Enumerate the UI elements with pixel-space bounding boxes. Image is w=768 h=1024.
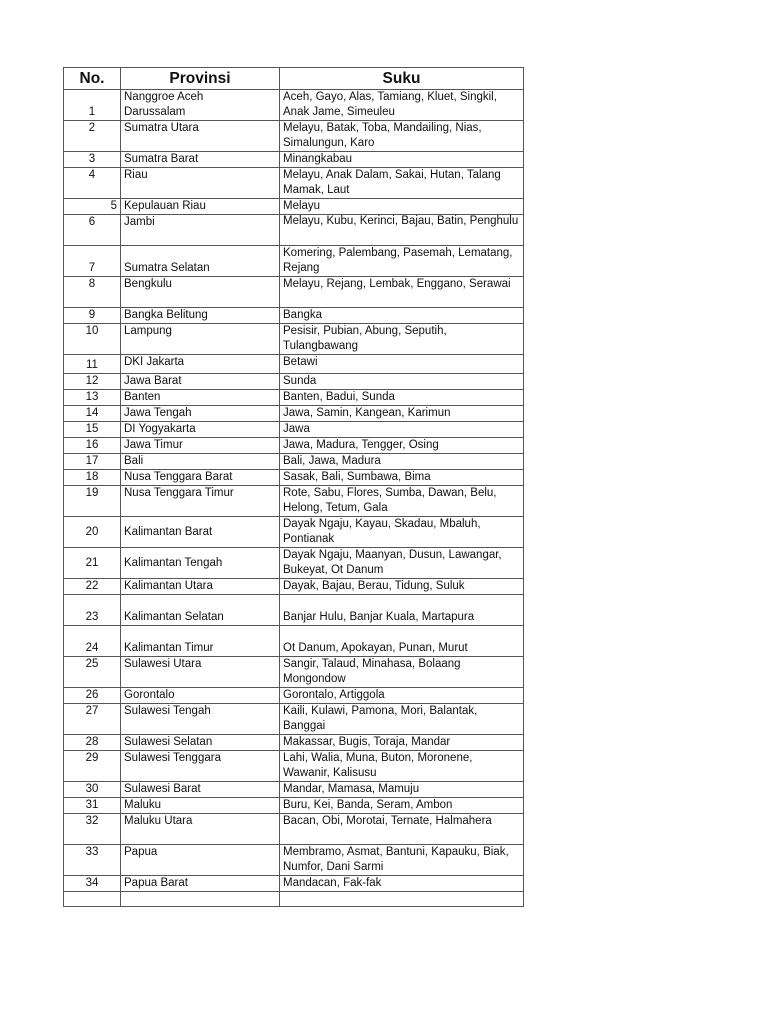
cell-no: 7 bbox=[64, 246, 121, 277]
cell-no: 15 bbox=[64, 422, 121, 438]
table-row bbox=[64, 751, 524, 782]
cell-provinsi: Banten bbox=[121, 390, 280, 406]
cell-provinsi: Jawa Tengah bbox=[121, 406, 280, 422]
table-row bbox=[64, 782, 524, 798]
cell-provinsi: Kalimantan Timur bbox=[121, 626, 280, 657]
cell-provinsi: Sumatra Selatan bbox=[121, 246, 280, 277]
cell-suku: Mandacan, Fak-fak bbox=[280, 876, 524, 892]
cell-provinsi: Lampung bbox=[121, 324, 280, 355]
table-row bbox=[64, 121, 524, 152]
cell-suku: Dayak Ngaju, Kayau, Skadau, Mbaluh, Pontianak bbox=[280, 517, 524, 548]
cell-no: 23 bbox=[64, 595, 121, 626]
table-row bbox=[64, 517, 524, 548]
cell-no: 31 bbox=[64, 798, 121, 814]
cell-provinsi: Sumatra Barat bbox=[121, 152, 280, 168]
table-row bbox=[64, 688, 524, 704]
cell-suku: Bacan, Obi, Morotai, Ternate, Halmahera bbox=[280, 814, 524, 845]
cell-suku: Membramo, Asmat, Bantuni, Kapauku, Biak, Numfor, Dani Sarmi bbox=[280, 845, 524, 876]
cell-provinsi: Sulawesi Barat bbox=[121, 782, 280, 798]
cell-no: 34 bbox=[64, 876, 121, 892]
cell-suku: Jawa, Samin, Kangean, Karimun bbox=[280, 406, 524, 422]
cell-no: 16 bbox=[64, 438, 121, 454]
table-row bbox=[64, 438, 524, 454]
table-row bbox=[64, 548, 524, 579]
cell-provinsi: Riau bbox=[121, 168, 280, 199]
cell-suku: Melayu, Batak, Toba, Mandailing, Nias, Simalungun, Karo bbox=[280, 121, 524, 152]
table-row bbox=[64, 454, 524, 470]
table-row bbox=[64, 876, 524, 892]
cell-suku: Melayu, Rejang, Lembak, Enggano, Serawai bbox=[280, 277, 524, 308]
table-row bbox=[64, 390, 524, 406]
cell-provinsi: Kalimantan Barat bbox=[121, 517, 280, 548]
header-suku: Suku bbox=[280, 68, 524, 90]
empty-cell bbox=[121, 892, 280, 907]
cell-no: 11 bbox=[64, 355, 121, 374]
cell-provinsi: Kalimantan Selatan bbox=[121, 595, 280, 626]
table-row bbox=[64, 595, 524, 626]
table-row bbox=[64, 626, 524, 657]
provinces-table bbox=[63, 67, 524, 907]
cell-no: 2 bbox=[64, 121, 121, 152]
cell-suku: Sasak, Bali, Sumbawa, Bima bbox=[280, 470, 524, 486]
cell-no: 14 bbox=[64, 406, 121, 422]
header-provinsi: Provinsi bbox=[121, 68, 280, 90]
cell-provinsi: Bengkulu bbox=[121, 277, 280, 308]
cell-provinsi: Maluku Utara bbox=[121, 814, 280, 845]
cell-no: 30 bbox=[64, 782, 121, 798]
cell-no: 29 bbox=[64, 751, 121, 782]
cell-provinsi: Nusa Tenggara Timur bbox=[121, 486, 280, 517]
cell-provinsi: Jawa Barat bbox=[121, 374, 280, 390]
table-row bbox=[64, 814, 524, 845]
cell-provinsi: Papua bbox=[121, 845, 280, 876]
cell-suku: Dayak Ngaju, Maanyan, Dusun, Lawangar, Bukeyat, Ot Danum bbox=[280, 548, 524, 579]
cell-provinsi: Bali bbox=[121, 454, 280, 470]
table-row bbox=[64, 355, 524, 374]
table-row bbox=[64, 374, 524, 390]
cell-provinsi: Kalimantan Tengah bbox=[121, 548, 280, 579]
cell-provinsi: Nusa Tenggara Barat bbox=[121, 470, 280, 486]
cell-no: 10 bbox=[64, 324, 121, 355]
cell-suku: Melayu bbox=[280, 199, 524, 215]
cell-provinsi: Maluku bbox=[121, 798, 280, 814]
cell-no: 12 bbox=[64, 374, 121, 390]
cell-provinsi: Bangka Belitung bbox=[121, 308, 280, 324]
cell-provinsi: Nanggroe Aceh Darussalam bbox=[121, 90, 280, 121]
cell-no: 24 bbox=[64, 626, 121, 657]
cell-no: 22 bbox=[64, 579, 121, 595]
cell-provinsi: Sulawesi Selatan bbox=[121, 735, 280, 751]
table-row bbox=[64, 168, 524, 199]
cell-suku: Komering, Palembang, Pasemah, Lematang, Rejang bbox=[280, 246, 524, 277]
table-row bbox=[64, 215, 524, 246]
cell-provinsi: DKI Jakarta bbox=[121, 355, 280, 374]
table-row bbox=[64, 152, 524, 168]
table-row bbox=[64, 406, 524, 422]
cell-provinsi: Gorontalo bbox=[121, 688, 280, 704]
cell-provinsi: Jambi bbox=[121, 215, 280, 246]
cell-suku: Makassar, Bugis, Toraja, Mandar bbox=[280, 735, 524, 751]
cell-no: 19 bbox=[64, 486, 121, 517]
cell-suku: Gorontalo, Artiggola bbox=[280, 688, 524, 704]
cell-no: 25 bbox=[64, 657, 121, 688]
cell-no: 28 bbox=[64, 735, 121, 751]
table-row bbox=[64, 422, 524, 438]
cell-provinsi: Sulawesi Tengah bbox=[121, 704, 280, 735]
cell-no: 33 bbox=[64, 845, 121, 876]
cell-suku: Melayu, Anak Dalam, Sakai, Hutan, Talang Mamak, Laut bbox=[280, 168, 524, 199]
table-row bbox=[64, 845, 524, 876]
cell-suku: Aceh, Gayo, Alas, Tamiang, Kluet, Singkil, Anak Jame, Simeuleu bbox=[280, 90, 524, 121]
cell-no: 18 bbox=[64, 470, 121, 486]
cell-suku: Bangka bbox=[280, 308, 524, 324]
cell-suku: Jawa bbox=[280, 422, 524, 438]
cell-suku: Buru, Kei, Banda, Seram, Ambon bbox=[280, 798, 524, 814]
table-row bbox=[64, 324, 524, 355]
cell-suku: Kaili, Kulawi, Pamona, Mori, Balantak, Banggai bbox=[280, 704, 524, 735]
empty-cell bbox=[280, 892, 524, 907]
table-row bbox=[64, 90, 524, 121]
table-row bbox=[64, 277, 524, 308]
cell-no: 3 bbox=[64, 152, 121, 168]
cell-provinsi: Papua Barat bbox=[121, 876, 280, 892]
table-row bbox=[64, 246, 524, 277]
header-no: No. bbox=[64, 68, 121, 90]
table-row bbox=[64, 735, 524, 751]
cell-suku: Sangir, Talaud, Minahasa, Bolaang Mongondow bbox=[280, 657, 524, 688]
cell-no: 1 bbox=[64, 90, 121, 121]
table-row bbox=[64, 199, 524, 215]
table-row bbox=[64, 657, 524, 688]
cell-provinsi: Sumatra Utara bbox=[121, 121, 280, 152]
cell-provinsi: Sulawesi Tenggara bbox=[121, 751, 280, 782]
cell-suku: Sunda bbox=[280, 374, 524, 390]
cell-provinsi: DI Yogyakarta bbox=[121, 422, 280, 438]
cell-no: 9 bbox=[64, 308, 121, 324]
cell-suku: Pesisir, Pubian, Abung, Seputih, Tulangbawang bbox=[280, 324, 524, 355]
cell-suku: Jawa, Madura, Tengger, Osing bbox=[280, 438, 524, 454]
cell-suku: Banjar Hulu, Banjar Kuala, Martapura bbox=[280, 595, 524, 626]
cell-suku: Banten, Badui, Sunda bbox=[280, 390, 524, 406]
table-row bbox=[64, 308, 524, 324]
cell-suku: Ot Danum, Apokayan, Punan, Murut bbox=[280, 626, 524, 657]
cell-no: 21 bbox=[64, 548, 121, 579]
cell-no: 5 bbox=[64, 199, 121, 215]
empty-row bbox=[64, 892, 524, 907]
cell-suku: Rote, Sabu, Flores, Sumba, Dawan, Belu, Helong, Tetum, Gala bbox=[280, 486, 524, 517]
cell-suku: Melayu, Kubu, Kerinci, Bajau, Batin, Penghulu bbox=[280, 215, 524, 246]
cell-suku: Lahi, Walia, Muna, Buton, Moronene, Wawanir, Kalisusu bbox=[280, 751, 524, 782]
cell-no: 8 bbox=[64, 277, 121, 308]
cell-no: 20 bbox=[64, 517, 121, 548]
table-row bbox=[64, 470, 524, 486]
empty-cell bbox=[64, 892, 121, 907]
cell-suku: Dayak, Bajau, Berau, Tidung, Suluk bbox=[280, 579, 524, 595]
cell-suku: Betawi bbox=[280, 355, 524, 374]
cell-no: 4 bbox=[64, 168, 121, 199]
table-row bbox=[64, 704, 524, 735]
cell-suku: Minangkabau bbox=[280, 152, 524, 168]
cell-no: 13 bbox=[64, 390, 121, 406]
table-row bbox=[64, 579, 524, 595]
header-row bbox=[64, 68, 524, 90]
cell-provinsi: Sulawesi Utara bbox=[121, 657, 280, 688]
cell-no: 6 bbox=[64, 215, 121, 246]
cell-provinsi: Kalimantan Utara bbox=[121, 579, 280, 595]
cell-provinsi: Jawa Timur bbox=[121, 438, 280, 454]
cell-no: 32 bbox=[64, 814, 121, 845]
cell-suku: Mandar, Mamasa, Mamuju bbox=[280, 782, 524, 798]
cell-provinsi: Kepulauan Riau bbox=[121, 199, 280, 215]
cell-no: 17 bbox=[64, 454, 121, 470]
cell-no: 26 bbox=[64, 688, 121, 704]
table-row bbox=[64, 798, 524, 814]
cell-suku: Bali, Jawa, Madura bbox=[280, 454, 524, 470]
cell-no: 27 bbox=[64, 704, 121, 735]
table-row bbox=[64, 486, 524, 517]
